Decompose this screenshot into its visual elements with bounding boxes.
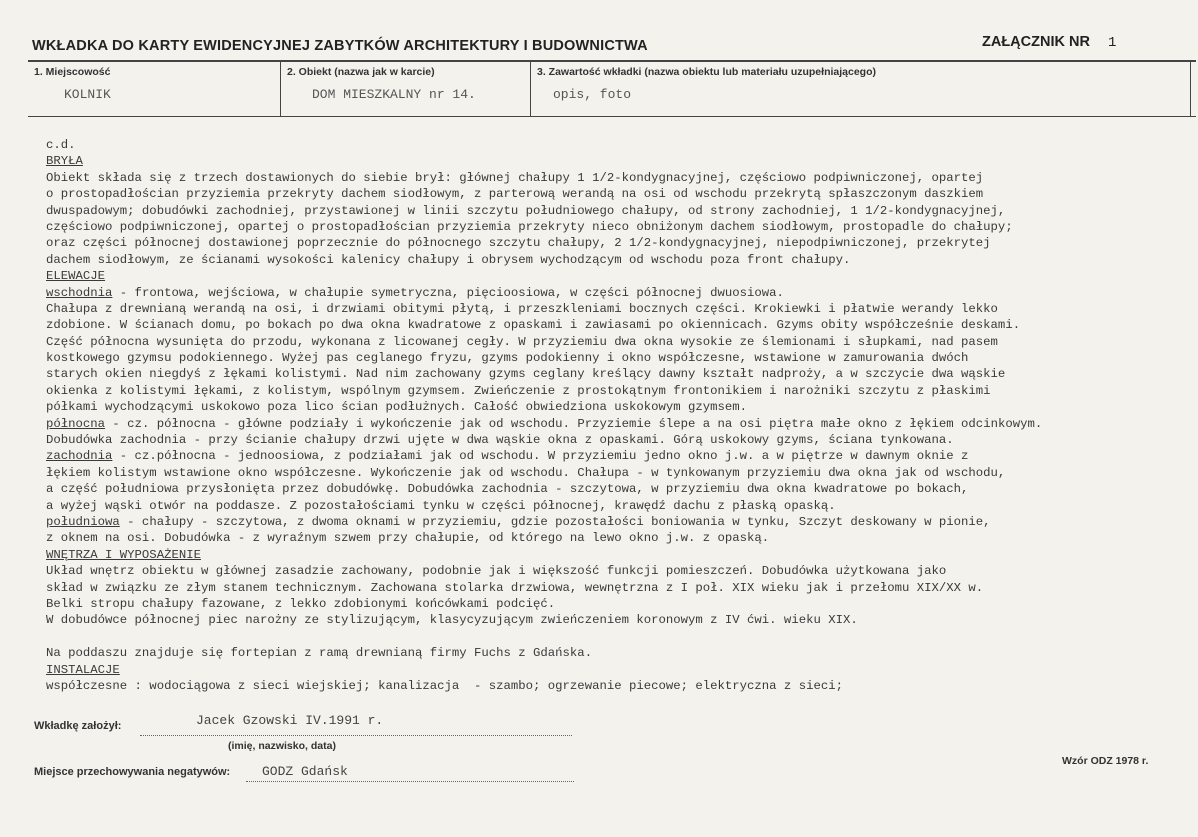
- annex-label: [982, 34, 1116, 51]
- body-text-segment: kostkowego gzymsu podokiennego. Wyżej pas ceglanego fryzu, gzyms podokienny i okno współczesne, wstawione w zamurowania dwóch: [46, 351, 969, 366]
- body-line: [46, 252, 1196, 268]
- section-heading: południowa: [46, 514, 120, 529]
- body-line: [46, 186, 1196, 202]
- body-line: [46, 399, 1196, 415]
- header-rule-top: [28, 60, 1196, 62]
- annex-number: 1: [1107, 35, 1117, 51]
- body-text-segment: - frontowa, wejściowa, w chałupie symetryczna, pięcioosiowa, w części północnej dwuosiowa.: [112, 285, 784, 300]
- header-rule-bottom: [28, 116, 1196, 117]
- body-line: [46, 563, 1196, 579]
- body-line: [46, 514, 1196, 530]
- body-text-segment: Na poddaszu znajduje się fortepian z ramą drewnianą firmy Fuchs z Gdańska.: [46, 646, 593, 661]
- body-text-segment: Belki stropu chałupy fazowane, z lekko zdobionymi końcówkami podcięć.: [46, 596, 556, 611]
- body-line: [46, 448, 1196, 464]
- form-title: WKŁADKA DO KARTY EWIDENCYJNEJ ZABYTKÓW ARCHITEKTURY I BUDOWNICTWA: [32, 38, 648, 54]
- body-line: [46, 547, 1196, 563]
- body-text-segment: częściowo podpiwniczonej, opartej o prostopadłościan przyziemia przekryty nieco obniżonym dachem siodłowym, prostopadle do chałupy;: [46, 219, 1013, 234]
- body-text-segment: z oknem na osi. Dobudówka - z wyraźnym szwem przy chałupie, od którego na lewo okno j.w. z opaską.: [46, 531, 770, 546]
- object-value: DOM MIESZKALNY nr 14.: [312, 87, 476, 102]
- body-line: [46, 612, 1196, 628]
- body-line: [46, 350, 1196, 366]
- body-line: [46, 301, 1196, 317]
- body-text-segment: - chałupy - szczytowa, z dwoma oknami w przyziemiu, gdzie pozostałości boniowania w tynku, Szczyt deskowany w pionie,: [119, 514, 991, 529]
- form-template-label: Wzór ODZ 1978 r.: [1062, 755, 1149, 767]
- body-text-segment: skład w związku ze złym stanem technicznym. Zachowana stolarka drzwiowa, wewnętrzna z I poł. XIX wieku jak i przełomu XIX/XX w.: [46, 580, 984, 595]
- body-text-segment: współczesne : wodociągowa z sieci wiejskiej; kanalizacja - szambo; ogrzewanie piecowe; elektryczna z sieci;: [46, 678, 843, 693]
- body-text-segment: o prostopadłościan przyziemia przekryty dachem siodłowym, z parterową werandą na osi od wschodu przekrytą spłaszczonym daszkiem: [46, 187, 984, 202]
- section-heading: ELEWACJE: [46, 269, 106, 284]
- body-line: [46, 219, 1196, 235]
- body-text-segment: a wyżej wąski otwór na poddasze. Z pozostałościami tynku w części północnej, krawędź dachu z płaską opaską.: [46, 498, 836, 513]
- body-line: [46, 235, 1196, 251]
- field-divider-1: [280, 61, 281, 117]
- body-line: [46, 465, 1196, 481]
- body-line: [46, 170, 1196, 186]
- body-line: [46, 678, 1196, 694]
- section-heading: INSTALACJE: [46, 662, 120, 677]
- body-line: [46, 317, 1196, 333]
- body-line: [46, 153, 1196, 169]
- body-line: [46, 596, 1196, 612]
- body-line: [46, 662, 1196, 678]
- founder-hint: (imię, nazwisko, data): [228, 740, 336, 752]
- field-right-edge: [1190, 61, 1191, 117]
- body-line: [46, 481, 1196, 497]
- body-line: [46, 629, 1196, 645]
- content-label: 3. Zawartość wkładki (nazwa obiektu lub materiału uzupełniającego): [537, 66, 876, 78]
- field-divider-2: [530, 61, 531, 117]
- body-text-segment: W dobudówce północnej piec narożny ze stylizującym, klasycyzującym zwieńczeniem koronowym z IV ćwi. wieku XIX.: [46, 613, 858, 628]
- body-text-segment: oraz części północnej dostawionej poprzecznie do północnego szczytu chałupy, 2 1/2-kondygnacyjnej, niepodpiwniczonej, przekrytej: [46, 236, 991, 251]
- body-line: [46, 498, 1196, 514]
- section-heading: wschodnia: [46, 285, 113, 300]
- section-heading: BRYŁA: [46, 154, 83, 169]
- locality-label: 1. Miejscowość: [34, 66, 111, 78]
- body-text-segment: łękiem kolistym wstawione okno współczesne. Wykończenie jak od wschodu. Chałupa - w tynkowanym przyziemiu dwa okna jak od wschodu,: [46, 465, 1006, 480]
- section-heading: WNĘTRZA I WYPOSAŻENIE: [46, 547, 201, 562]
- body-line: [46, 530, 1196, 546]
- body-text-segment: - cz. północna - główne podziały i wykończenie jak od wschodu. Przyziemie ślepe a na osi piętra małe okno z łękiem odcinkowym.: [105, 416, 1043, 431]
- object-label: 2. Obiekt (nazwa jak w karcie): [287, 66, 435, 78]
- body-text-segment: okienka z kolistymi łękami, z kolistym, wspólnym gzymsem. Zwieńczenie z prostokątnym frontonikiem i narożniki szczytu z płaskimi: [46, 383, 991, 398]
- founder-value: Jacek Gzowski IV.1991 r.: [196, 713, 384, 728]
- body-text-segment: c.d.: [46, 138, 76, 152]
- content-value: opis, foto: [553, 87, 632, 102]
- founder-label: Wkładkę założył:: [34, 720, 122, 732]
- body-text-segment: zdobione. W ścianach domu, po bokach po dwa okna kwadratowe z opaskami i zawiasami po okiennicach. Gzyms obity współcześnie deskami.: [46, 318, 1021, 333]
- body-text-segment: dwuspadowym; dobudówki zachodniej, przystawionej w linii szczytu południowego chałupy, od strony zachodniej, 1 1/2-kondygnacyjnej,: [46, 203, 1006, 218]
- founder-dotted-line: [140, 735, 572, 736]
- body-text-segment: półkami wychodzącymi uskokowo poza lico ścian podłużnych. Całość obwiedziona uskokowym gzymsem.: [46, 400, 748, 415]
- body-text-segment: Układ wnętrz obiektu w głównej zasadzie zachowany, podobnie jak i większość funkcji pomieszczeń. Dobudówka użytkowana jako: [46, 564, 947, 579]
- body-line: [46, 366, 1196, 382]
- annex-label-text: ZAŁĄCZNIK NR: [982, 34, 1090, 50]
- body-line: [46, 285, 1196, 301]
- body-line: [46, 580, 1196, 596]
- section-heading: zachodnia: [46, 449, 113, 464]
- body-text-segment: Chałupa z drewnianą werandą na osi, i drzwiami obitymi płytą, i przeszkleniami bocznych części. Krokiewki i płatwie werandy lekko: [46, 301, 998, 316]
- body-line: [46, 334, 1196, 350]
- negatives-label: Miejsce przechowywania negatywów:: [34, 766, 231, 778]
- body-line: [46, 432, 1196, 448]
- body-text-segment: Część północna wysunięta do przodu, wykonana z licowanej cegły. W przyziemiu dwa okna wysokie ze ślemionami i słupkami, nad pasem: [46, 334, 998, 349]
- body-line: [46, 137, 1196, 153]
- body-line: [46, 268, 1196, 284]
- body-line: [46, 203, 1196, 219]
- body-line: [46, 416, 1196, 432]
- negatives-dotted-line: [246, 781, 574, 782]
- body-text-segment: - cz.północna - jednoosiowa, z podziałami jak od wschodu. W przyziemiu jedno okno j.w. a w piętrze w dawnym oknie z: [112, 449, 969, 464]
- section-heading: północna: [46, 416, 106, 431]
- body-text-segment: starych okien niegdyś z łękami kolistymi. Nad nim zachowany gzyms ceglany kreślący dawny kształt nadproży, a w szczycie dwa wąskie: [46, 367, 1006, 382]
- body-line: [46, 383, 1196, 399]
- locality-value: KOLNIK: [64, 87, 111, 102]
- body-line: [46, 645, 1196, 661]
- body-text-segment: Dobudówka zachodnia - przy ścianie chałupy drzwi ujęte w dwa wąskie okna z opaskami. Górą uskokowy gzyms, ściana tynkowana.: [46, 433, 954, 448]
- body-text-segment: Obiekt składa się z trzech dostawionych do siebie brył: głównej chałupy 1 1/2-kondygnacyjnej, częściowo podpiwniczonej, opartej: [46, 170, 984, 185]
- description-body: [46, 137, 1196, 694]
- body-text-segment: a część południowa przysłonięta przez dobudówkę. Dobudówka zachodnia - szczytowa, w przyziemiu dwa okna kwadratowe po bokach,: [46, 482, 969, 497]
- body-text-segment: dachem siodłowym, ze ścianami wysokości kalenicy chałupy i obrysem wychodzącym od wschodu poza front chałupy.: [46, 252, 851, 267]
- negatives-value: GODZ Gdańsk: [262, 764, 348, 779]
